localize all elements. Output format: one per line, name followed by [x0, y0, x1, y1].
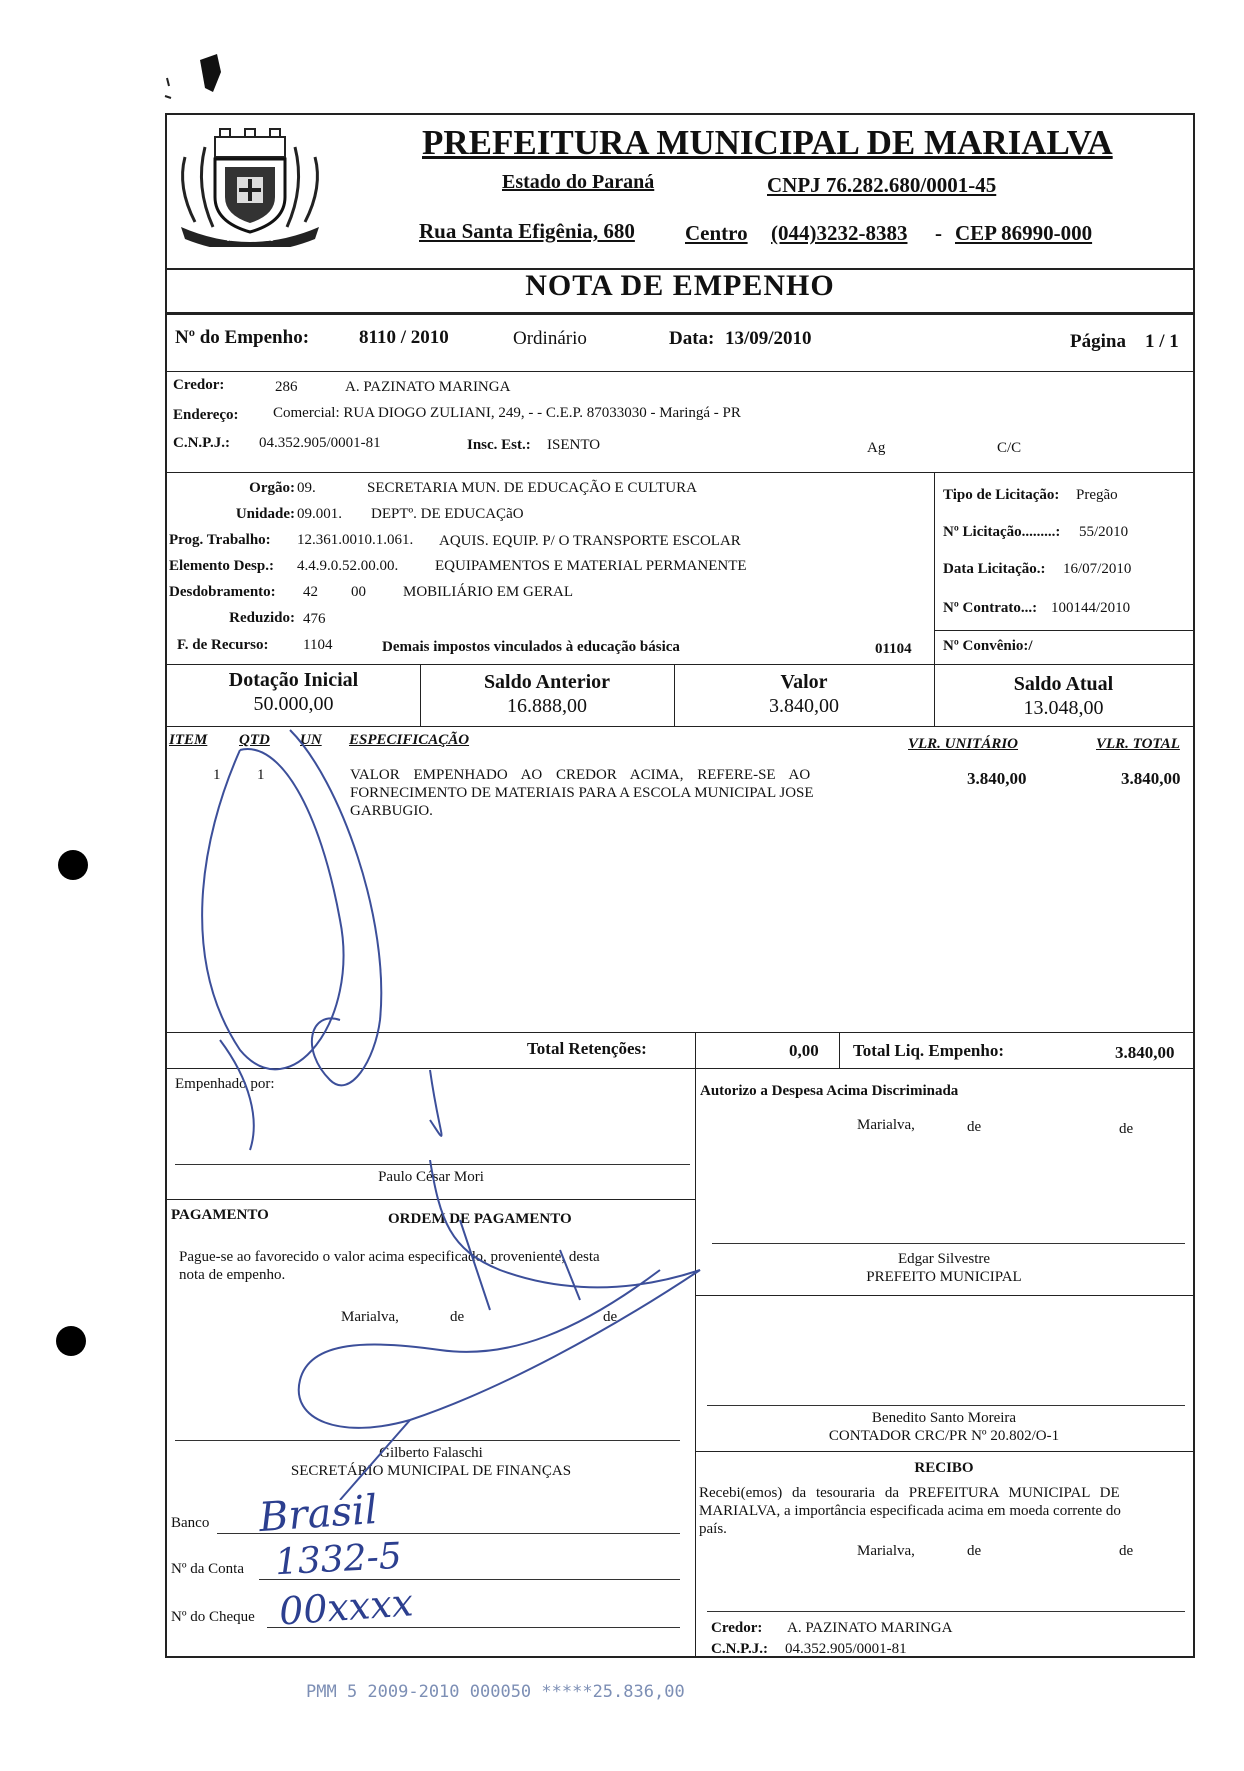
orgao-label: Orgão: — [249, 480, 295, 496]
contrato: 100144/2010 — [1051, 600, 1131, 616]
page-number: 1 / 1 — [1145, 331, 1179, 352]
creditor-label: Credor: — [173, 377, 225, 393]
insc-value: ISENTO — [547, 437, 601, 453]
page-label: Página — [1070, 331, 1126, 352]
col-qtd: QTD — [239, 732, 270, 748]
creditor-address: Comercial: RUA DIOGO ZULIANI, 249, - - C.E.P. 87033030 - Maringá - PR — [273, 405, 741, 421]
pague-line-2: nota de empenho. — [179, 1267, 286, 1283]
cheque-label: Nº do Cheque — [171, 1609, 255, 1625]
ordem-label: ORDEM DE PAGAMENTO — [388, 1211, 572, 1227]
data-licitacao-label: Data Licitação.: — [943, 561, 1046, 577]
credor-name: A. PAZINATO MARINGA — [787, 1620, 953, 1636]
empenho-number-label: Nº do Empenho: — [175, 327, 310, 348]
saldo-anterior-value: 16.888,00 — [507, 695, 587, 717]
tipo-licitacao-label: Tipo de Licitação: — [943, 487, 1060, 503]
cc-label: C/C — [997, 440, 1022, 456]
recibo-line-3: país. — [699, 1521, 727, 1537]
prefeito-role: PREFEITO MUNICIPAL — [866, 1269, 1022, 1285]
desd-sub: 00 — [351, 584, 366, 600]
svg-text:MARIALVA: MARIALVA — [226, 233, 274, 243]
creditor-code: 286 — [275, 379, 298, 395]
cheque-handwritten: 00xxxx — [277, 1580, 415, 1634]
liq-label: Total Liq. Empenho: — [853, 1041, 1004, 1060]
ag-label: Ag — [867, 440, 886, 456]
reduz-label: Reduzido: — [229, 610, 295, 626]
recurso-name: Demais impostos vinculados à educação básica — [382, 639, 680, 655]
valor-value: 3.840,00 — [769, 695, 839, 717]
header-cep: CEP 86990-000 — [955, 221, 1093, 245]
pague-line-1: Pague-se ao favorecido o valor acima especificado, proveniente, desta — [179, 1249, 600, 1265]
scan-mark — [155, 52, 245, 112]
header-district: Centro — [685, 221, 748, 245]
banco-handwritten: Brasil — [257, 1486, 379, 1542]
cnpj-label: C.N.P.J.: — [173, 435, 230, 451]
doc-title: NOTA DE EMPENHO — [525, 269, 835, 302]
header-state: Estado do Paraná — [502, 171, 655, 193]
signature-paulo — [180, 720, 660, 1160]
retencoes-value: 0,00 — [789, 1041, 819, 1060]
unidade-name: DEPTº. DE EDUCAÇãO — [371, 506, 524, 522]
recurso-label: F. de Recurso: — [177, 637, 269, 653]
retencoes-label: Total Retenções: — [527, 1039, 647, 1058]
saldo-atual-label: Saldo Atual — [1013, 673, 1114, 695]
credor-cnpj: 04.352.905/0001-81 — [785, 1641, 907, 1657]
header-title: PREFEITURA MUNICIPAL DE MARIALVA — [422, 123, 1113, 162]
credor-label: Credor: — [711, 1620, 763, 1636]
credor-cnpj-label: C.N.P.J.: — [711, 1641, 768, 1657]
left-de-2: de — [603, 1309, 618, 1325]
col-item: ITEM — [169, 732, 208, 748]
insc-label: Insc. Est.: — [467, 437, 531, 453]
contador-role: CONTADOR CRC/PR Nº 20.802/O-1 — [828, 1428, 1060, 1444]
left-city: Marialva, — [341, 1309, 399, 1325]
left-de-1: de — [450, 1309, 465, 1325]
signature-gilberto — [280, 1160, 720, 1500]
creditor-cnpj: 04.352.905/0001-81 — [259, 435, 381, 451]
recibo-label: RECIBO — [914, 1460, 974, 1476]
unidade-label: Unidade: — [235, 506, 295, 522]
saldo-anterior-label: Saldo Anterior — [483, 671, 611, 693]
recibo-line-1: Recebi(emos) da tesouraria da PREFEITURA MUNICIPAL DE — [699, 1485, 1120, 1501]
empenhado-label: Empenhado por: — [175, 1076, 275, 1092]
desd-label: Desdobramento: — [169, 584, 276, 600]
prog-name: AQUIS. EQUIP. P/ O TRANSPORTE ESCOLAR — [439, 533, 741, 549]
banco-label: Banco — [171, 1515, 210, 1531]
right-de-2a: de — [967, 1543, 982, 1559]
recibo-line-2: MARIALVA, a importância especificada acima em moeda corrente do — [699, 1503, 1121, 1519]
desd-code: 42 — [303, 584, 318, 600]
municipal-coat-of-arms — [175, 127, 325, 247]
header-cnpj: CNPJ 76.282.680/0001-45 — [767, 173, 997, 197]
row-total: 3.840,00 — [1121, 769, 1181, 788]
row-spec-line-3: GARBUGIO. — [350, 803, 433, 819]
saldo-atual-value: 13.048,00 — [1023, 697, 1104, 719]
prog-code: 12.361.0010.1.061. — [297, 532, 414, 548]
right-de-1a: de — [967, 1119, 982, 1135]
empenho-number: 8110 / 2010 — [359, 327, 449, 348]
secretario-name: Gilberto Falaschi — [379, 1445, 483, 1461]
row-item: 1 — [213, 767, 221, 783]
prog-label: Prog. Trabalho: — [169, 532, 271, 548]
valor-label: Valor — [780, 671, 828, 693]
secretario-role: SECRETÁRIO MUNICIPAL DE FINANÇAS — [290, 1463, 572, 1479]
row-spec-line-2: FORNECIMENTO DE MATERIAIS PARA A ESCOLA MUNICIPAL JOSE — [350, 785, 814, 801]
recurso-num: 01104 — [875, 641, 912, 657]
header-phone: (044)3232-8383 — [771, 221, 908, 245]
col-un: UN — [300, 732, 322, 748]
empenho-date: 13/09/2010 — [725, 328, 812, 349]
empenho-date-label: Data: — [669, 328, 715, 349]
prefeito-name: Edgar Silvestre — [897, 1251, 991, 1267]
tipo-licitacao: Pregão — [1076, 487, 1118, 503]
pagamento-label: PAGAMENTO — [171, 1207, 269, 1223]
elem-label: Elemento Desp.: — [169, 558, 274, 574]
right-de-2b: de — [1119, 1543, 1134, 1559]
col-total: VLR. TOTAL — [1096, 736, 1180, 752]
dotacao-value: 50.000,00 — [253, 693, 334, 715]
header-street: Rua Santa Efigênia, 680 — [419, 219, 635, 243]
num-licitacao-label: Nº Licitação.........: — [943, 524, 1061, 540]
punch-hole-top — [58, 850, 88, 880]
conta-handwritten: 1332-5 — [274, 1535, 403, 1584]
desd-name: MOBILIÁRIO EM GERAL — [403, 584, 573, 600]
empenhado-name: Paulo César Mori — [378, 1169, 484, 1185]
orgao-code: 09. — [297, 480, 316, 496]
dotacao-label: Dotação Inicial — [228, 669, 359, 691]
right-city-1: Marialva, — [857, 1117, 915, 1133]
elem-name: EQUIPAMENTOS E MATERIAL PERMANENTE — [435, 558, 747, 574]
data-licitacao: 16/07/2010 — [1063, 561, 1132, 577]
contador-name: Benedito Santo Moreira — [871, 1410, 1017, 1426]
header-dash: - — [935, 221, 942, 245]
right-de-1b: de — [1119, 1121, 1134, 1137]
reduz-code: 476 — [303, 611, 326, 627]
convenio-label: Nº Convênio:/ — [943, 638, 1033, 654]
num-licitacao: 55/2010 — [1079, 524, 1129, 540]
recurso-code: 1104 — [303, 637, 333, 653]
elem-code: 4.4.9.0.52.00.00. — [297, 558, 399, 574]
row-qtd: 1 — [257, 767, 265, 783]
empenho-type: Ordinário — [513, 328, 587, 349]
footer-stamp: PMM 5 2009-2010 000050 *****25.836,00 — [306, 1682, 685, 1702]
col-unit: VLR. UNITÁRIO — [908, 736, 1019, 752]
right-city-2: Marialva, — [857, 1543, 915, 1559]
autorizo-label: Autorizo a Despesa Acima Discriminada — [700, 1083, 959, 1099]
col-spec: ESPECIFICAÇÃO — [349, 732, 470, 748]
address-label: Endereço: — [173, 407, 239, 423]
unidade-code: 09.001. — [297, 506, 342, 522]
row-unit: 3.840,00 — [967, 769, 1027, 788]
row-spec-line-1: VALOR EMPENHADO AO CREDOR ACIMA, REFERE-SE AO — [350, 767, 811, 783]
conta-label: Nº da Conta — [171, 1561, 244, 1577]
punch-hole-bottom — [56, 1326, 86, 1356]
creditor-name: A. PAZINATO MARINGA — [345, 379, 511, 395]
contrato-label: Nº Contrato...: — [943, 600, 1038, 616]
orgao-name: SECRETARIA MUN. DE EDUCAÇÃO E CULTURA — [367, 480, 697, 496]
liq-value: 3.840,00 — [1115, 1043, 1175, 1062]
